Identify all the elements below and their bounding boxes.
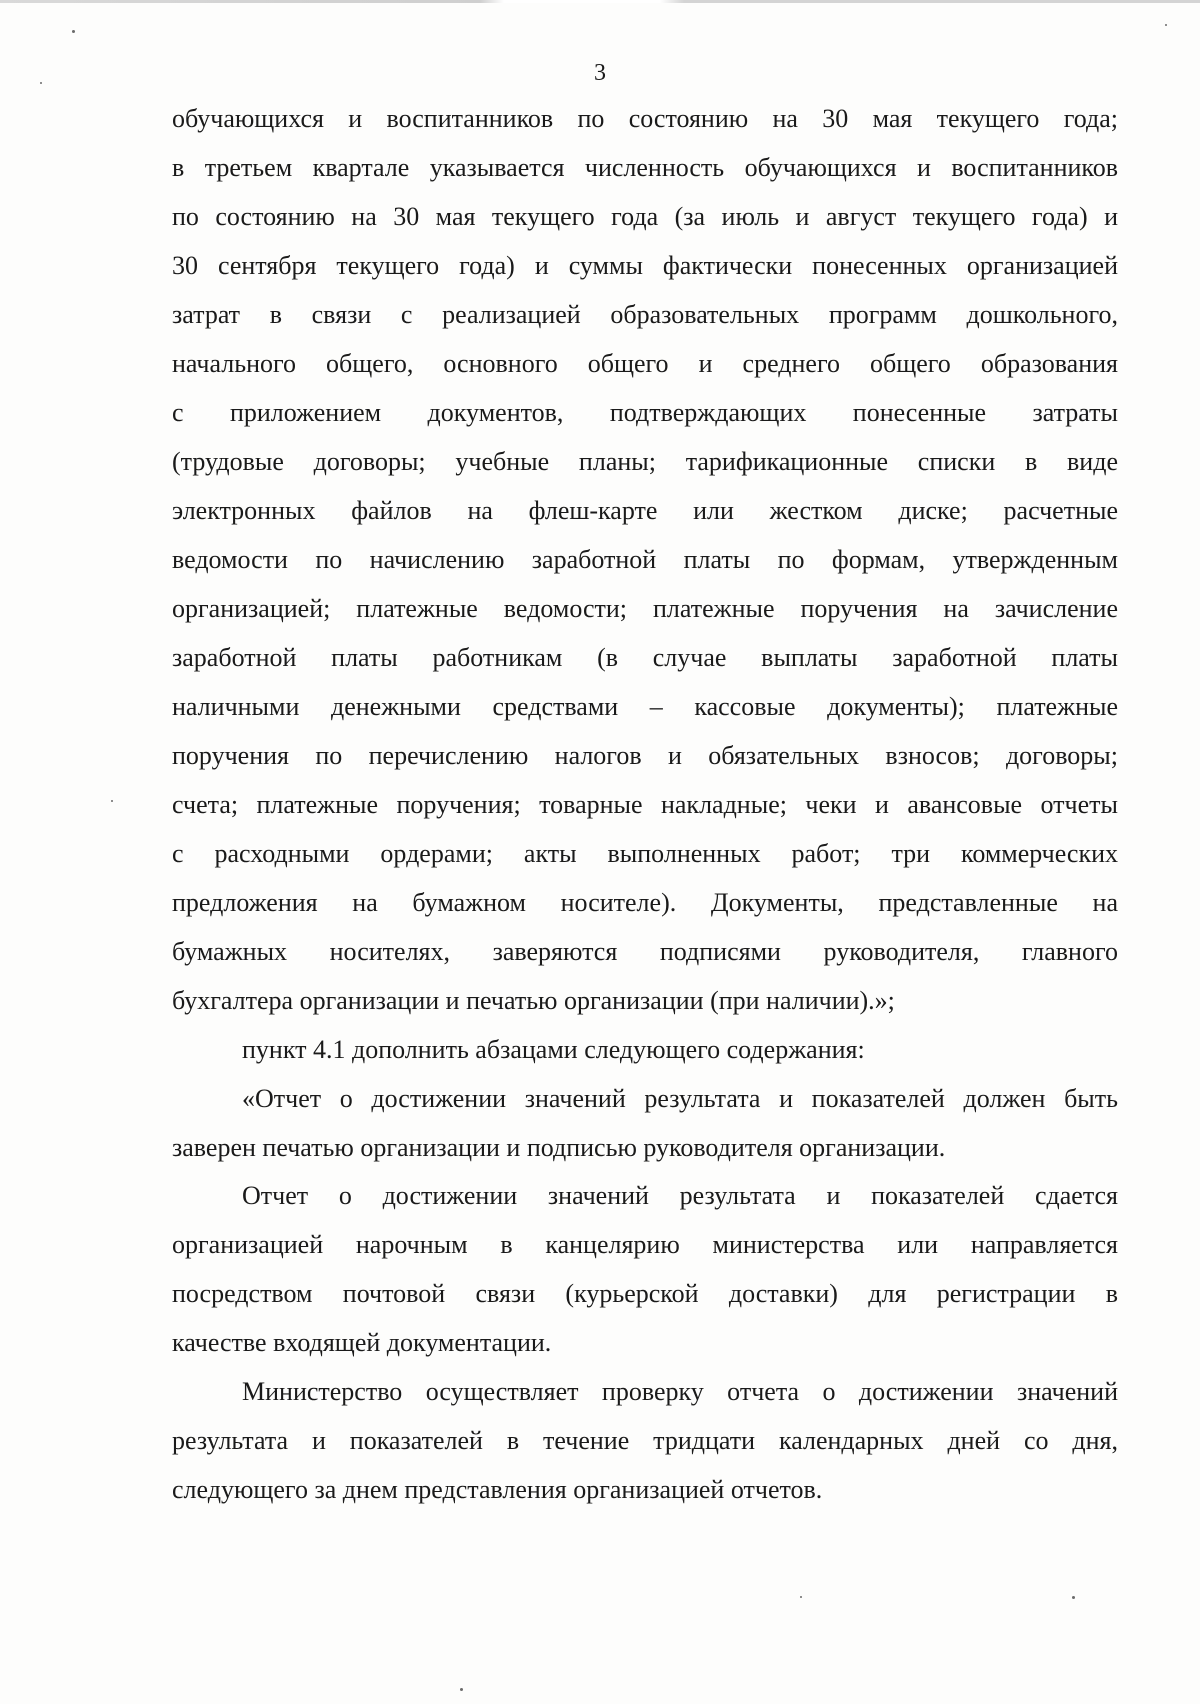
text-line: предложения на бумажном носителе). Документы, представленные на	[172, 888, 1118, 917]
text-line: качестве входящей документации.	[172, 1328, 552, 1357]
scan-speck	[1072, 1596, 1075, 1599]
page-number: 3	[594, 60, 606, 86]
text-line: Министерство осуществляет проверку отчета о достижении значений	[242, 1377, 1118, 1406]
text-line: «Отчет о достижении значений результата и показателей должен быть	[242, 1084, 1118, 1113]
text-line: бумажных носителях, заверяются подписями руководителя, главного	[172, 937, 1118, 966]
text-line: результата и показателей в течение тридцати календарных дней со дня,	[172, 1426, 1118, 1455]
text-line: с расходными ордерами; акты выполненных работ; три коммерческих	[172, 839, 1118, 868]
text-line: посредством почтовой связи (курьерской доставки) для регистрации в	[172, 1279, 1118, 1308]
text-line: электронных файлов на флеш-карте или жестком диске; расчетные	[172, 496, 1118, 525]
text-line: начального общего, основного общего и среднего общего образования	[172, 349, 1118, 378]
text-line: ведомости по начислению заработной платы по формам, утвержденным	[172, 545, 1118, 574]
text-line: следующего за днем представления организацией отчетов.	[172, 1475, 823, 1504]
text-line: пункт 4.1 дополнить абзацами следующего содержания:	[242, 1035, 865, 1064]
text-line: 30 сентября текущего года) и суммы фактически понесенных организацией	[172, 251, 1118, 280]
document-body	[172, 94, 1118, 1514]
paragraph-4	[172, 1171, 1118, 1367]
scan-speck	[72, 30, 75, 33]
paragraph-5	[172, 1367, 1118, 1514]
text-line: Отчет о достижении значений результата и показателей сдается	[242, 1181, 1118, 1210]
text-line: организацией; платежные ведомости; платежные поручения на зачисление	[172, 594, 1118, 623]
scan-top-edge	[0, 0, 1200, 3]
text-line: заработной платы работникам (в случае выплаты заработной платы	[172, 643, 1118, 672]
scan-speck	[1165, 24, 1167, 26]
text-line: с приложением документов, подтверждающих понесенные затраты	[172, 398, 1118, 427]
paragraph-1	[172, 94, 1118, 1025]
text-line: поручения по перечислению налогов и обязательных взносов; договоры;	[172, 741, 1118, 770]
paragraph-2	[172, 1025, 1118, 1074]
scan-speck	[40, 82, 42, 84]
text-line: затрат в связи с реализацией образовательных программ дошкольного,	[172, 300, 1118, 329]
text-line: обучающихся и воспитанников по состоянию на 30 мая текущего года;	[172, 104, 1118, 133]
scan-speck	[111, 800, 113, 802]
text-line: (трудовые договоры; учебные планы; тарификационные списки в виде	[172, 447, 1118, 476]
scan-speck	[800, 1596, 802, 1598]
text-line: бухгалтера организации и печатью организации (при наличии).»;	[172, 986, 895, 1015]
text-line: в третьем квартале указывается численность обучающихся и воспитанников	[172, 153, 1118, 182]
scan-speck	[460, 1688, 463, 1691]
text-line: организацией нарочным в канцелярию министерства или направляется	[172, 1230, 1118, 1259]
text-line: наличными денежными средствами – кассовые документы); платежные	[172, 692, 1118, 721]
paragraph-3	[172, 1074, 1118, 1172]
text-line: по состоянию на 30 мая текущего года (за июль и август текущего года) и	[172, 202, 1118, 231]
text-line: счета; платежные поручения; товарные накладные; чеки и авансовые отчеты	[172, 790, 1118, 819]
text-line: заверен печатью организации и подписью руководителя организации.	[172, 1133, 946, 1162]
